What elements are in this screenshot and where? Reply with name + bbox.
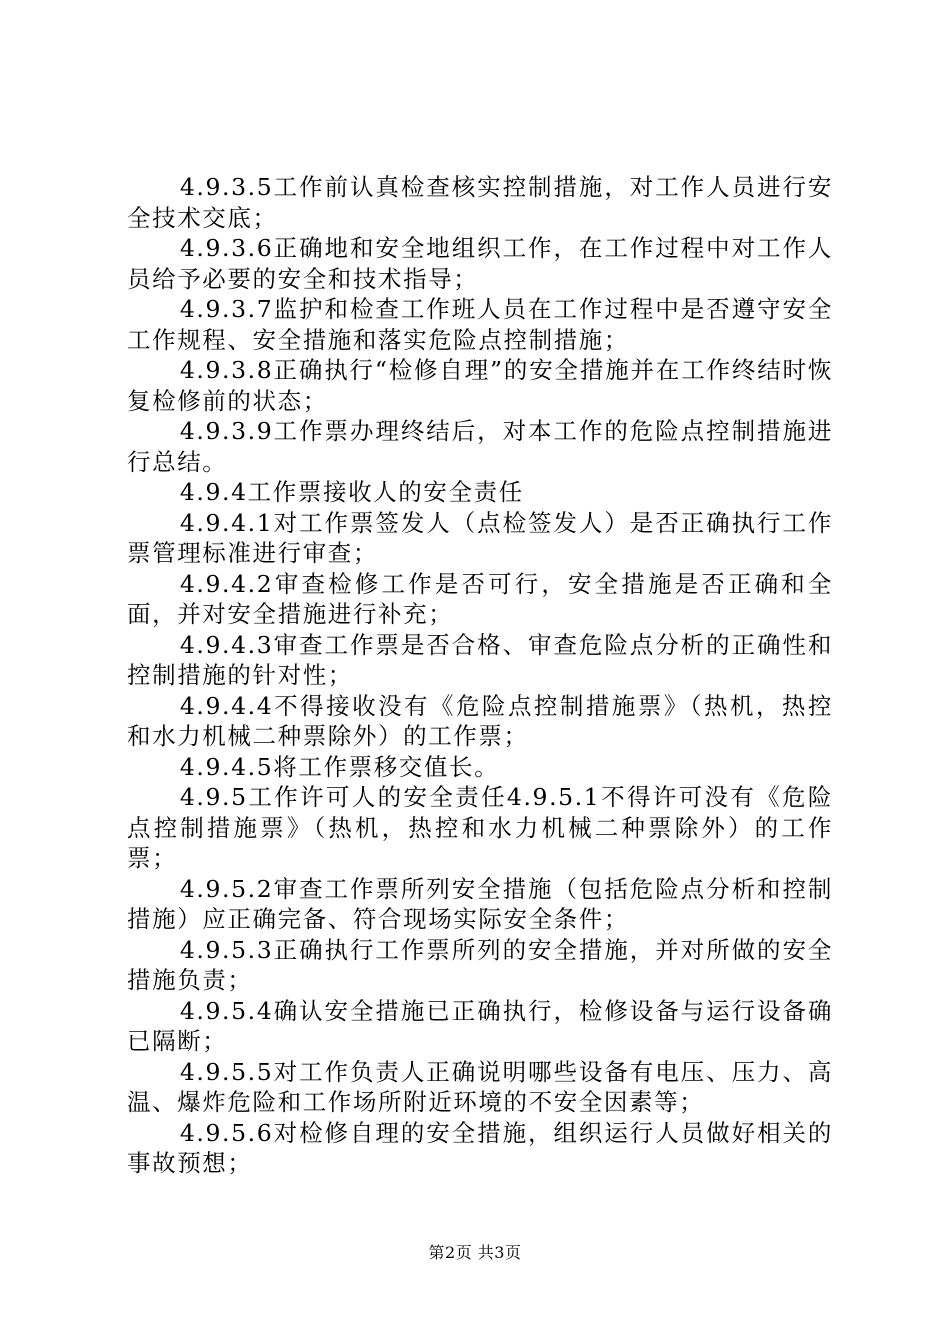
paragraph-4-9-4-5: 4.9.4.5将工作票移交值长。 <box>179 752 500 781</box>
paragraph-4-9-5-2: 4.9.5.2审查工作票所列安全措施（包括危险点分析和控制措施）应正确完备、符合现场实际安全条件； <box>127 874 833 933</box>
paragraph-4-9-4-3: 4.9.4.3审查工作票是否合格、审查危险点分析的正确性和控制措施的针对性； <box>127 630 833 689</box>
paragraph-4-9-3-9: 4.9.3.9工作票办理终结后，对本工作的危险点控制措施进行总结。 <box>127 417 833 476</box>
paragraph-4-9-3-5: 4.9.3.5工作前认真检查核实控制措施，对工作人员进行安全技术交底； <box>127 173 833 232</box>
paragraph-4-9-3-7: 4.9.3.7监护和检查工作班人员在工作过程中是否遵守安全工作规程、安全措施和落实危险点控制措施； <box>127 295 833 354</box>
paragraph-4-9-5: 4.9.5工作许可人的安全责任4.9.5.1不得许可没有《危险点控制措施票》（热机，热控和水力机械二种票除外）的工作票； <box>127 783 833 872</box>
paragraph-4-9-4-2: 4.9.4.2审查检修工作是否可行，安全措施是否正确和全面，并对安全措施进行补充； <box>127 569 833 628</box>
paragraph-4-9-5-6: 4.9.5.6对检修自理的安全措施，组织运行人员做好相关的事故预想； <box>127 1118 833 1177</box>
paragraph-4-9-3-6: 4.9.3.6正确地和安全地组织工作，在工作过程中对工作人员给予必要的安全和技术指导； <box>127 234 833 293</box>
page-footer: 第2页 共3页 <box>428 1243 522 1262</box>
section-heading-4-9-4: 4.9.4工作票接收人的安全责任 <box>179 478 524 506</box>
paragraph-4-9-4-1: 4.9.4.1对工作票签发人（点检签发人）是否正确执行工作票管理标准进行审查； <box>127 508 833 567</box>
document-body <box>127 172 833 1179</box>
paragraph-4-9-5-3: 4.9.5.3正确执行工作票所列的安全措施，并对所做的安全措施负责； <box>127 935 833 994</box>
paragraph-4-9-5-5: 4.9.5.5对工作负责人正确说明哪些设备有电压、压力、高温、爆炸危险和工作场所附近环境的不安全因素等； <box>127 1057 833 1116</box>
paragraph-4-9-3-8: 4.9.3.8正确执行“检修自理”的安全措施并在工作终结时恢复检修前的状态； <box>127 356 833 415</box>
paragraph-4-9-5-4: 4.9.5.4确认安全措施已正确执行，检修设备与运行设备确已隔断； <box>127 996 833 1055</box>
paragraph-4-9-4-4: 4.9.4.4不得接收没有《危险点控制措施票》（热机，热控和水力机械二种票除外）的工作票； <box>127 691 833 750</box>
